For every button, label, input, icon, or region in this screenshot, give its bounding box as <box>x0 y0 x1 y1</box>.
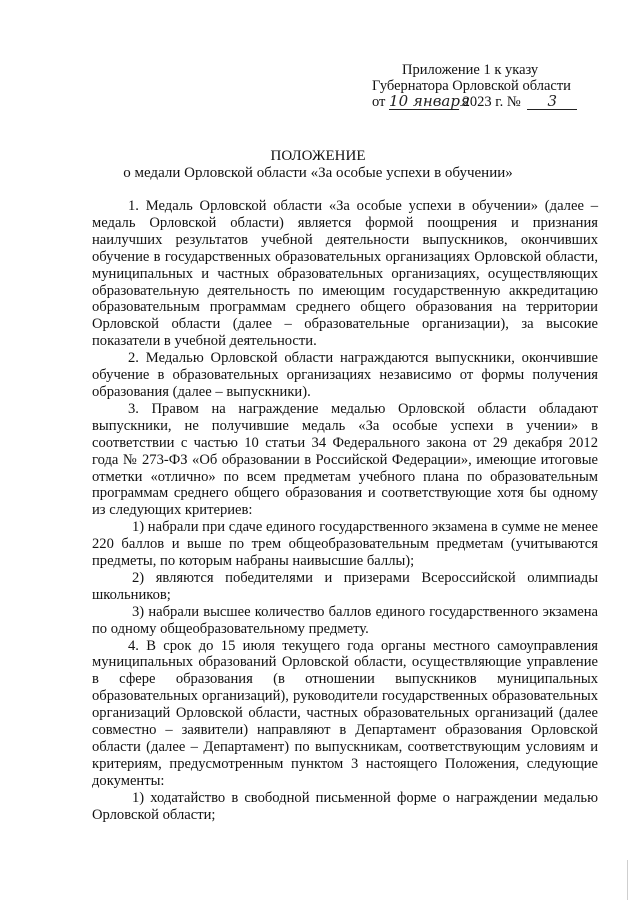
appendix-block <box>372 62 622 110</box>
appendix-prefix: от <box>372 94 386 110</box>
handwritten-date: 10 января <box>389 92 470 110</box>
scan-edge-line <box>627 860 628 900</box>
paragraph-1: 1. Медаль Орловской области «За особые успехи в обучении» (далее – медаль Орловской области) является формой поощрения и признания наилучших результатов учебной деятельности выпускников, окончивших обучение в государственных образовательных организациях Орловской области, муниципальных и частных образовательных организациях, осуществляющих образовательную деятельность по имеющим государственную аккредитацию образовательным программам среднего общего образования на территории Орловской области (далее – образовательные организации), за высокие показатели в учебной деятельности. <box>92 198 598 350</box>
appendix-line-1: Приложение 1 к указу <box>402 62 539 78</box>
appendix-year-suffix: 2023 г. № <box>462 94 521 110</box>
document-title: ПОЛОЖЕНИЕ <box>270 148 366 164</box>
appendix-line-2: Губернатора Орловской области <box>372 78 571 94</box>
appendix-line-3 <box>372 94 622 110</box>
document-item-1: 1) ходатайство в свободной письменной форме о награждении медалью Орловской области; <box>92 789 598 823</box>
document-body <box>92 198 598 824</box>
paragraph-2: 2. Медалью Орловской области награждаются выпускники, окончившие обучение в образовательных организациях независимо от формы получения образования (далее – выпускники). <box>92 350 598 400</box>
handwritten-number: 3 <box>527 94 577 110</box>
paragraph-3: 3. Правом на награждение медалью Орловской области обладают выпускники, не получившие медаль «За особые успехи в учении» в соответствии с частью 10 статьи 34 Федерального закона от 29 декабря 2012 года № 273-ФЗ «Об образовании в Российской Федерации», имеющие итоговые отметки «отлично» по всем предметам учебного плана по образовательным программам среднего общего образования и соответствующие хотя бы одному из следующих критериев: <box>92 400 598 519</box>
document-subtitle: о медали Орловской области «За особые успехи в обучении» <box>123 165 513 181</box>
paragraph-4: 4. В срок до 15 июля текущего года органы местного самоуправления муниципальных образований Орловской области, осуществляющие управление в сфере образования (в отношении выпускников муниципальных образовательных организаций), руководители государственных образовательных организаций Орловской области, частных образовательных организаций (далее совместно – заявители) направляют в Департамент образования Орловской области (далее – Департамент) по выпускникам, соответствующим условиям и критериям, предусмотренным пунктом 3 настоящего Положения, следующие документы: <box>92 637 598 789</box>
criterion-2: 2) являются победителями и призерами Всероссийской олимпиады школьников; <box>92 569 598 603</box>
criterion-1: 1) набрали при сдаче единого государственного экзамена в сумме не менее 220 баллов и выше по трем общеобразовательным предметам (учитываются предметы, по которым набраны наивысшие баллы); <box>92 519 598 570</box>
criterion-3: 3) набрали высшее количество баллов единого государственного экзамена по одному общеобразовательному предмету. <box>92 603 598 637</box>
